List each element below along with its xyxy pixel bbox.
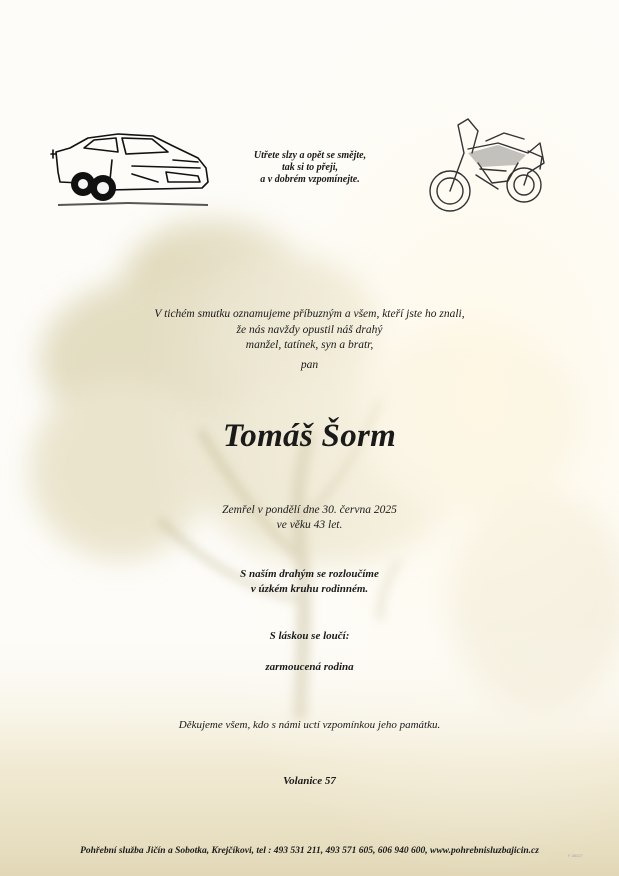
image-code: F-38527	[568, 853, 583, 858]
farewell-line-1: S naším drahým se rozloučíme	[240, 568, 379, 580]
funeral-service-footer: Pohřební služba Jičín a Sobotka, Krejčíkovi, tel : 493 531 211, 493 571 605, 606 940 600, www.pohrebnisluzbajicin.cz	[80, 846, 539, 856]
adventure-motorcycle-sketch-icon	[428, 113, 550, 217]
deceased-name: Tomáš Šorm	[222, 418, 397, 454]
thanks-note: Děkujeme všem, kdo s námi uctí vzpomínkou jeho památku.	[178, 719, 441, 731]
home-address: Volanice 57	[283, 775, 336, 787]
mourners-heading: S láskou se loučí:	[269, 630, 350, 642]
announcement-line-2: že nás navždy opustil náš drahý	[236, 323, 383, 336]
announcement-text	[0, 307, 619, 354]
announcement-line-3: manžel, tatínek, syn a bratr,	[245, 339, 374, 351]
farewell-notice	[0, 567, 619, 597]
farewell-line-2: v úzkém kruhu rodinném.	[250, 583, 369, 595]
mourners-family: zarmoucená rodina	[265, 661, 354, 673]
memorial-verse	[240, 150, 380, 186]
verse-line-2: tak si to přeji,	[281, 162, 339, 173]
announcement-line-1: V tichém smutku oznamujeme příbuzným a všem, kteří jste ho znali,	[154, 308, 465, 320]
verse-line-1: Utřete slzy a opět se smějte,	[253, 150, 367, 161]
death-date: Zemřel v pondělí dne 30. června 2025	[222, 504, 397, 516]
title-pan: pan	[300, 359, 319, 371]
death-details	[0, 503, 619, 533]
rally-car-sketch-icon	[48, 124, 213, 216]
verse-line-3: a v dobrém vzpomínejte.	[260, 174, 360, 185]
death-age: ve věku 43 let.	[276, 519, 343, 531]
